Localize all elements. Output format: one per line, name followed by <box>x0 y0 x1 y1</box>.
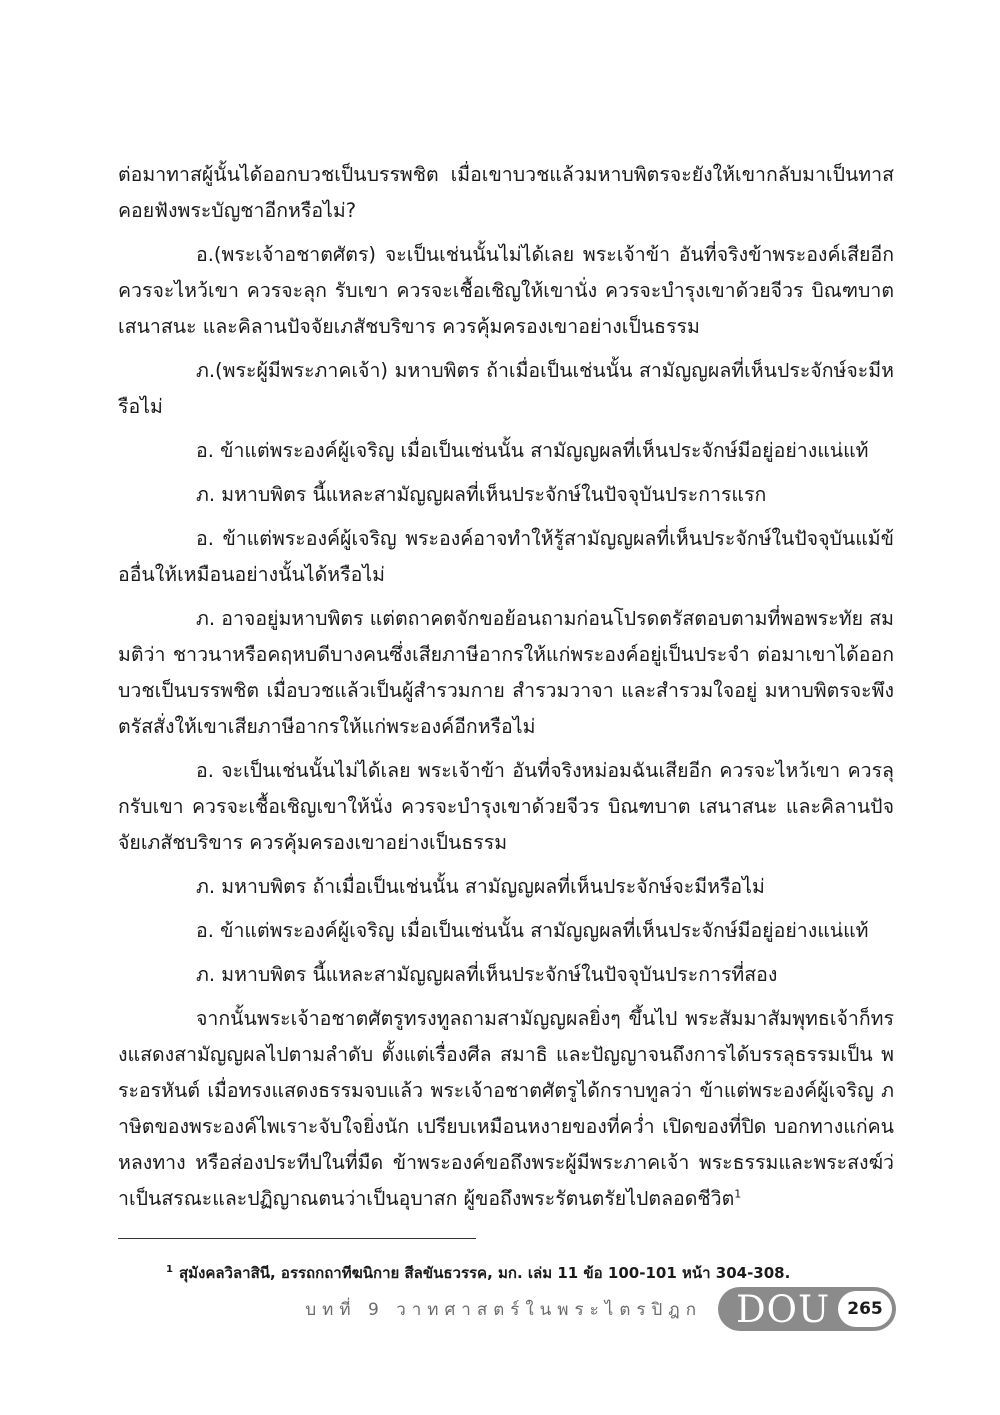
dou-logo: DOU <box>736 1287 831 1331</box>
paragraph-9: ภ. มหาบพิตร ถ้าเมื่อเป็นเช่นนั้น สามัญญผลที่เห็นประจักษ์จะมีหรือไม่ <box>196 875 765 898</box>
page-body <box>118 157 894 1225</box>
footnote-marker: 1 <box>166 1264 173 1275</box>
footnote-divider <box>118 1238 476 1239</box>
paragraph-10: อ. ข้าแต่พระองค์ผู้เจริญ เมื่อเป็นเช่นนั้น สามัญญผลที่เห็นประจักษ์มีอยู่อย่างแน่แท้ <box>196 919 869 942</box>
footnote-text: สุมังคลวิลาสินี, อรรถกถาทีฆนิกาย สีลขันธวรรค, มก. เล่ม 11 ข้อ 100-101 หน้า 304-308. <box>178 1264 791 1282</box>
dou-logo-badge <box>718 1287 896 1331</box>
paragraph-6: อ. ข้าแต่พระองค์ผู้เจริญ พระองค์อาจทำให้รู้สามัญญผลที่เห็นประจักษ์ในปัจจุบันแม้ข้ออื่นให้เหมือนอย่างนั้นได้หรือไม่ <box>118 527 894 586</box>
footnote-reference[interactable]: 1 <box>734 1187 742 1201</box>
footnote <box>166 1262 886 1284</box>
paragraph-3: ภ.(พระผู้มีพระภาคเจ้า) มหาบพิตร ถ้าเมื่อเป็นเช่นนั้น สามัญญผลที่เห็นประจักษ์จะมีหรือไม่ <box>118 359 894 418</box>
paragraph-12 <box>118 1001 894 1217</box>
paragraph-8: อ. จะเป็นเช่นนั้นไม่ได้เลย พระเจ้าข้า อันที่จริงหม่อมฉันเสียอีก ควรจะไหว้เขา ควรลุกรับเขา ควรจะเชื้อเชิญเขาให้นั่ง ควรจะบำรุงเขาด้วยจีวร บิณฑบาต เสนาสนะ และคิลานปัจจัยเภสัชบริขาร ควรคุ้มครองเขาอย่างเป็นธรรม <box>118 759 894 854</box>
paragraph-2: อ.(พระเจ้าอชาตศัตร) จะเป็นเช่นนั้นไม่ได้เลย พระเจ้าข้า อันที่จริงข้าพระองค์เสียอีก ควรจะไหว้เขา ควรจะลุก รับเขา ควรจะเชื้อเชิญให้เขานั่ง ควรจะบำรุงเขาด้วยจีวร บิณฑบาต เสนาสนะ และคิลานปัจจัยเภสัชบริขาร ควรคุ้มครองเขาอย่างเป็นธรรม <box>118 243 894 338</box>
paragraph-7: ภ. อาจอยู่มหาบพิตร แต่ตถาคตจักขอย้อนถามก่อนโปรดตรัสตอบตามที่พอพระทัย สมมติว่า ชาวนาหรือคฤหบดีบางคนซึ่งเสียภาษีอากรให้แก่พระองค์อยู่เป็นประจำ ต่อมาเขาได้ออกบวชเป็นบรรพชิต เมื่อบวชแล้วเป็นผู้สำรวมกาย สำรวมวาจา และสำรวมใจอยู่ มหาบพิตรจะพึงตรัสสั่งให้เขาเสียภาษีอากรให้แก่พระองค์อีกหรือไม่ <box>118 607 894 738</box>
page-footer <box>305 1287 896 1331</box>
paragraph-5: ภ. มหาบพิตร นี้แหละสามัญญผลที่เห็นประจักษ์ในปัจจุบันประการแรก <box>196 483 767 506</box>
paragraph-11: ภ. มหาบพิตร นี้แหละสามัญญผลที่เห็นประจักษ์ในปัจจุบันประการที่สอง <box>196 963 778 986</box>
paragraph-12-text: จากนั้นพระเจ้าอชาตศัตรูทรงทูลถามสามัญญผลยิ่งๆ ขึ้นไป พระสัมมาสัมพุทธเจ้าก็ทรงแสดงสามัญญผลไปตามลำดับ ตั้งแต่เรื่องศีล สมาธิ และปัญญาจนถึงการได้บรรลุธรรมเป็น พระอรหันต์ เมื่อทรงแสดงธรรมจบแล้ว พระเจ้าอชาตศัตรูได้กราบทูลว่า ข้าแต่พระองค์ผู้เจริญ ภาษิตของพระองค์ไพเราะจับใจยิ่งนัก เปรียบเหมือนหงายของที่คว่ำ เปิดของที่ปิด บอกทางแก่คนหลงทาง หรือส่องประทีปในที่มืด ข้าพระองค์ขอถึงพระผู้มีพระภาคเจ้า พระธรรมและพระสงฆ์ว่าเป็นสรณะและปฏิญาณตนว่าเป็นอุบาสก ผู้ขอถึงพระรัตนตรัยไปตลอดชีวิต <box>118 1007 894 1210</box>
page-number: 265 <box>838 1291 892 1327</box>
paragraph-4: อ. ข้าแต่พระองค์ผู้เจริญ เมื่อเป็นเช่นนั้น สามัญญผลที่เห็นประจักษ์มีอยู่อย่างแน่แท้ <box>196 439 869 462</box>
running-title: บทที่ 9 วาทศาสตร์ในพระไตรปิฎก <box>305 1299 702 1320</box>
paragraph-1: ต่อมาทาสผู้นั้นได้ออกบวชเป็นบรรพชิต เมื่อเขาบวชแล้วมหาบพิตรจะยังให้เขากลับมาเป็นทาสคอยฟังพระบัญชาอีกหรือไม่? <box>118 163 894 222</box>
